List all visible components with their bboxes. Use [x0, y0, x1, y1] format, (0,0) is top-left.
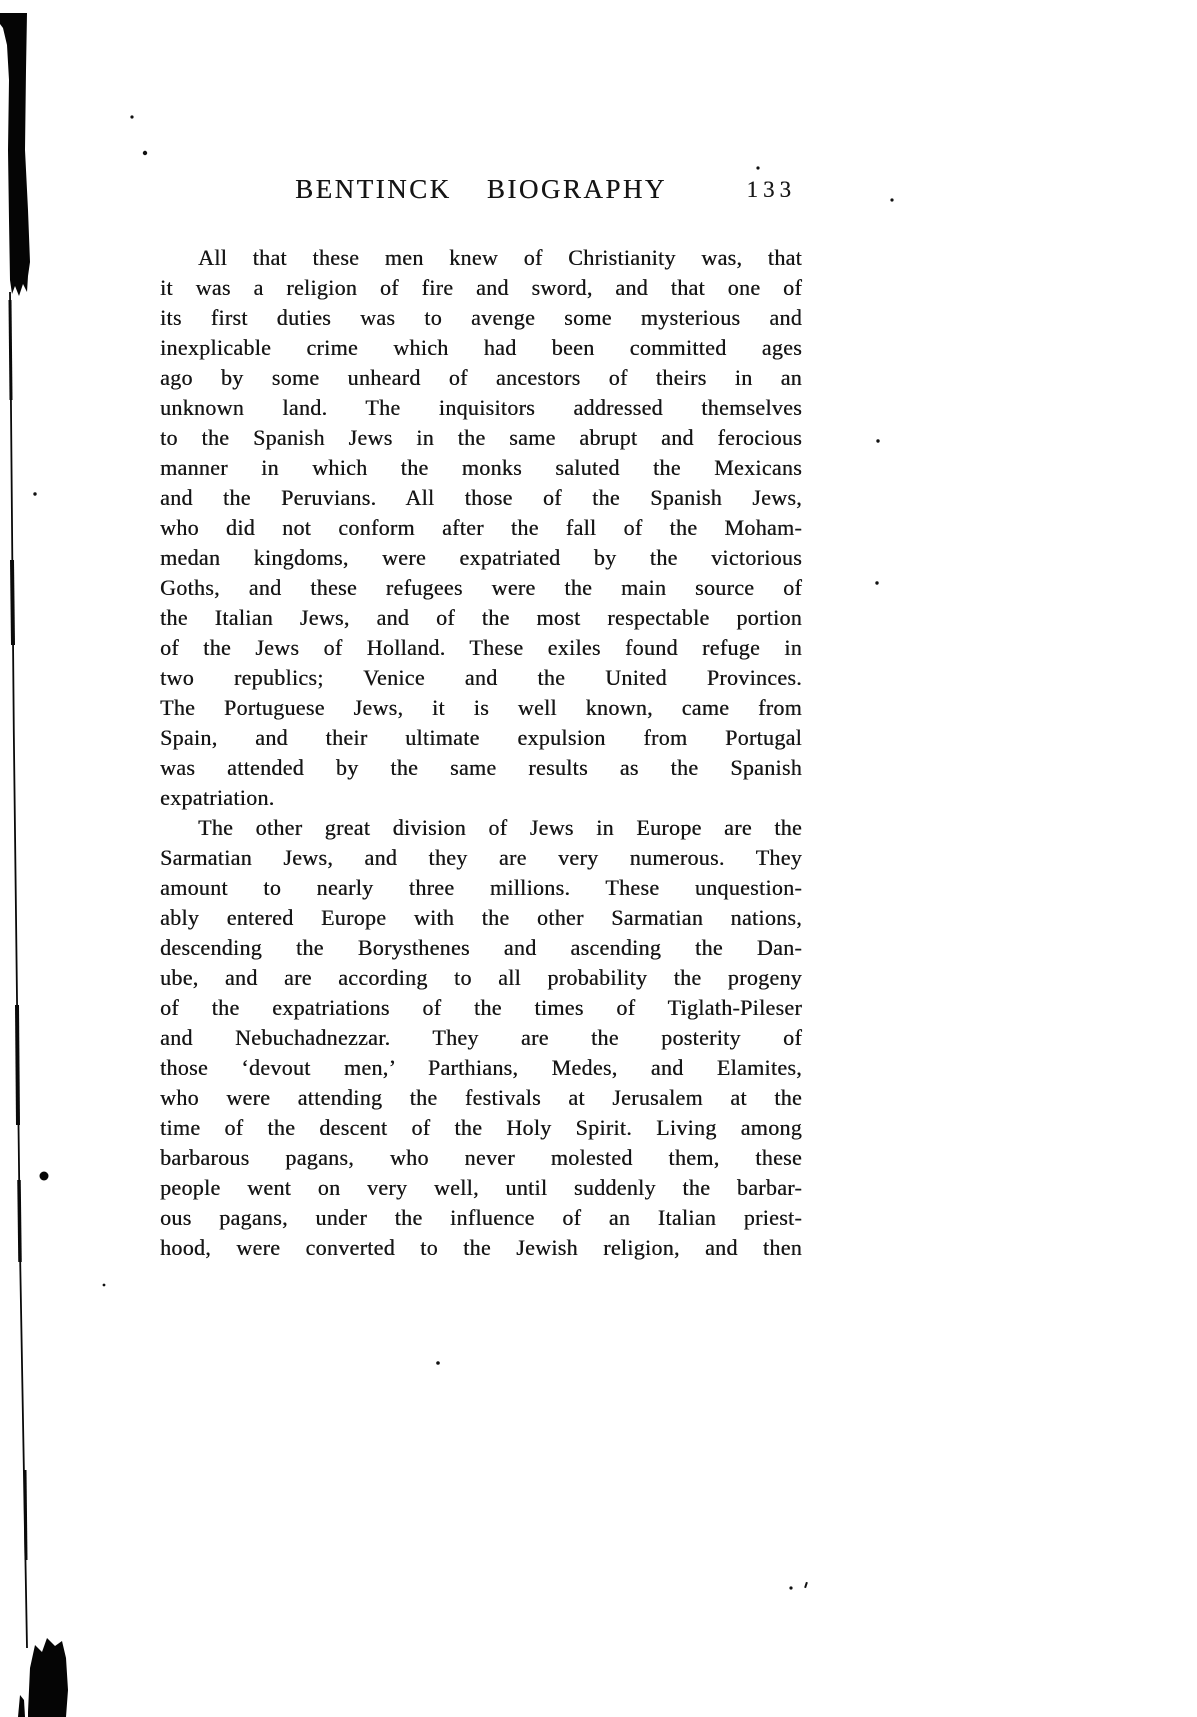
text-line: All that these men knew of Christianity was, that — [198, 245, 802, 270]
text-line: who did not conform after the fall of the Moham- — [160, 515, 802, 540]
text-line: the Italian Jews, and of the most respectable portion — [160, 605, 802, 630]
scan-artifact-line-thick-2 — [12, 560, 13, 645]
text-line: expatriation. — [160, 785, 275, 810]
text-line: barbarous pagans, who never molested them, these — [160, 1145, 802, 1170]
scan-artifact-line-thick-5 — [25, 1470, 26, 1560]
text-line: The other great division of Jews in Europe are the — [198, 815, 802, 840]
text-line: who were attending the festivals at Jerusalem at the — [160, 1085, 802, 1110]
scan-speck — [804, 1582, 808, 1588]
scan-artifact-gutter-bar — [0, 13, 30, 296]
text-line: ago by some unheard of ancestors of theirs in an — [160, 365, 802, 390]
scan-artifact-bottom-spur — [18, 1695, 25, 1717]
text-line: people went on very well, until suddenly the barbar- — [160, 1175, 802, 1200]
text-line: amount to nearly three millions. These unquestion- — [160, 875, 802, 900]
scan-artifact-margin-dot — [40, 1172, 49, 1181]
text-line: medan kingdoms, were expatriated by the victorious — [160, 545, 802, 570]
text-line: ube, and are according to all probability the progeny — [160, 965, 802, 990]
scan-speck — [875, 581, 878, 584]
scan-speck — [130, 115, 133, 118]
text-line: descending the Borysthenes and ascending the Dan- — [160, 935, 802, 960]
text-line: time of the descent of the Holy Spirit. Living among — [160, 1115, 802, 1140]
scan-speck — [436, 1361, 440, 1365]
text-line: inexplicable crime which had been committed ages — [160, 335, 802, 360]
text-line: to the Spanish Jews in the same abrupt and ferocious — [160, 425, 802, 450]
text-line: Goths, and these refugees were the main source of — [160, 575, 802, 600]
text-line: and the Peruvians. All those of the Spanish Jews, — [160, 485, 802, 510]
text-line: manner in which the monks saluted the Mexicans — [160, 455, 802, 480]
running-title: BENTINCK BIOGRAPHY — [295, 174, 667, 204]
page-header — [160, 174, 802, 210]
scan-speck — [103, 1284, 106, 1287]
scan-artifact-vertical-line — [10, 292, 27, 1648]
page-number: 133 — [746, 177, 796, 202]
scan-artifact-bottom-blob — [28, 1638, 68, 1717]
text-line: those ‘devout men,’ Parthians, Medes, and Elamites, — [160, 1055, 802, 1080]
text-block — [160, 243, 802, 1263]
text-line: Sarmatian Jews, and they are very numerous. They — [160, 845, 802, 870]
scan-speck — [890, 198, 893, 201]
text-line: unknown land. The inquisitors addressed themselves — [160, 395, 802, 420]
text-line: of the expatriations of the times of Tiglath-Pileser — [160, 995, 802, 1020]
text-line: The Portuguese Jews, it is well known, came from — [160, 695, 802, 720]
text-line: it was a religion of fire and sword, and that one of — [160, 275, 802, 300]
text-line: hood, were converted to the Jewish religion, and then — [160, 1235, 802, 1260]
scan-speck — [789, 1586, 792, 1589]
scan-artifact-line-thick-1 — [10, 300, 11, 400]
text-line: ably entered Europe with the other Sarmatian nations, — [160, 905, 802, 930]
text-line: ous pagans, under the influence of an Italian priest- — [160, 1205, 802, 1230]
scan-speck — [33, 492, 36, 495]
text-line: was attended by the same results as the Spanish — [160, 755, 802, 780]
text-line: two republics; Venice and the United Provinces. — [160, 665, 802, 690]
scan-speck — [876, 439, 879, 442]
text-line: and Nebuchadnezzar. They are the posterity of — [160, 1025, 802, 1050]
scan-artifact-line-thick-3 — [17, 1005, 18, 1125]
scan-artifact-line-thick-4 — [19, 1180, 20, 1262]
scan-speck — [756, 166, 759, 169]
text-line: its first duties was to avenge some mysterious and — [160, 305, 802, 330]
text-line: of the Jews of Holland. These exiles found refuge in — [160, 635, 802, 660]
text-line: Spain, and their ultimate expulsion from Portugal — [160, 725, 802, 750]
scan-speck — [143, 151, 147, 155]
